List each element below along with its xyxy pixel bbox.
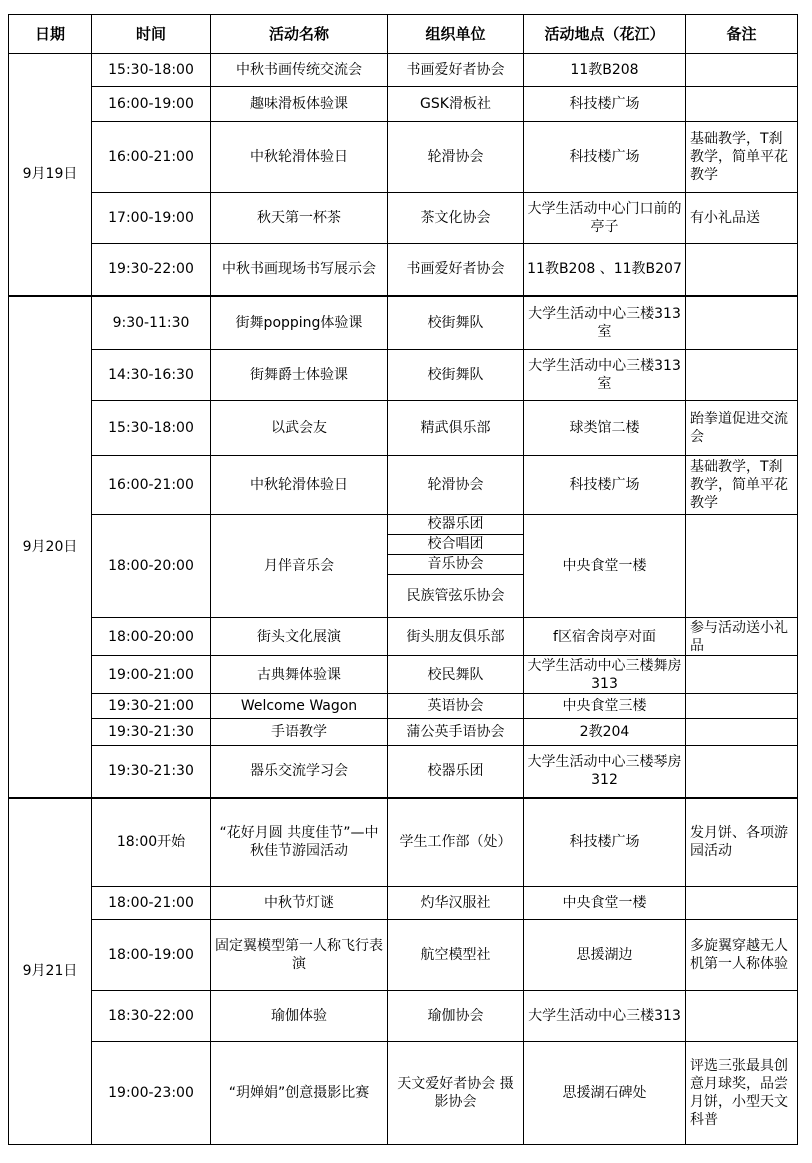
- time-cell: 16:00-21:00: [92, 122, 211, 193]
- remark-cell: [686, 694, 798, 719]
- location-cell: 大学生活动中心三楼琴房312: [524, 746, 686, 798]
- header-name: 活动名称: [211, 15, 388, 54]
- remark-cell: [686, 746, 798, 798]
- time-cell: 19:00-21:00: [92, 656, 211, 694]
- activity-name-cell: Welcome Wagon: [211, 694, 388, 719]
- table-row: [9, 991, 798, 1042]
- time-cell: 18:00-20:00: [92, 515, 211, 618]
- table-row: [9, 401, 798, 456]
- location-cell: 大学生活动中心三楼舞房313: [524, 656, 686, 694]
- remark-cell: [686, 296, 798, 350]
- activity-name-cell: 固定翼模型第一人称飞行表演: [211, 920, 388, 991]
- remark-cell: 基础教学，T刹教学，简单平花教学: [686, 122, 798, 193]
- table-row: [9, 887, 798, 920]
- time-cell: 19:30-21:30: [92, 719, 211, 746]
- organizer-cell: 校街舞队: [388, 350, 524, 401]
- organizer-cell: 校民舞队: [388, 656, 524, 694]
- location-cell: 大学生活动中心三楼313室: [524, 350, 686, 401]
- organizer-cell: 天文爱好者协会 摄影协会: [388, 1042, 524, 1145]
- organizer-item: 音乐协会: [388, 555, 523, 575]
- table-row: [9, 87, 798, 122]
- location-cell: 科技楼广场: [524, 798, 686, 887]
- location-cell: 球类馆二楼: [524, 401, 686, 456]
- time-cell: 14:30-16:30: [92, 350, 211, 401]
- header-org: 组织单位: [388, 15, 524, 54]
- remark-cell: [686, 656, 798, 694]
- organizer-item: 校器乐团: [388, 515, 523, 535]
- date-cell: 9月19日: [9, 54, 92, 296]
- activity-name-cell: 器乐交流学习会: [211, 746, 388, 798]
- organizer-cell: 灼华汉服社: [388, 887, 524, 920]
- table-row: [9, 798, 798, 887]
- time-cell: 15:30-18:00: [92, 401, 211, 456]
- date-cell: 9月20日: [9, 296, 92, 798]
- organizer-cell: 英语协会: [388, 694, 524, 719]
- organizer-cell: 校器乐团: [388, 746, 524, 798]
- remark-cell: 基础教学，T刹教学，简单平花教学: [686, 456, 798, 515]
- table-row: [9, 515, 798, 618]
- table-row: [9, 456, 798, 515]
- activity-name-cell: “玥婵娟”创意摄影比赛: [211, 1042, 388, 1145]
- activity-name-cell: 趣味滑板体验课: [211, 87, 388, 122]
- location-cell: 思援湖边: [524, 920, 686, 991]
- header-remark: 备注: [686, 15, 798, 54]
- organizer-cell: 轮滑协会: [388, 456, 524, 515]
- remark-cell: [686, 887, 798, 920]
- organizer-item: 民族管弦乐协会: [406, 588, 505, 604]
- activity-name-cell: 月伴音乐会: [211, 515, 388, 618]
- time-cell: 9:30-11:30: [92, 296, 211, 350]
- activity-name-cell: 中秋书画现场书写展示会: [211, 244, 388, 296]
- remark-cell: 参与活动送小礼品: [686, 618, 798, 656]
- time-cell: 19:30-22:00: [92, 244, 211, 296]
- schedule-sheet: [8, 14, 798, 1145]
- organizer-cell: 轮滑协会: [388, 122, 524, 193]
- organizer-cell: 学生工作部（处）: [388, 798, 524, 887]
- location-cell: 科技楼广场: [524, 456, 686, 515]
- time-cell: 19:00-23:00: [92, 1042, 211, 1145]
- organizer-cell: 瑜伽协会: [388, 991, 524, 1042]
- location-cell: 科技楼广场: [524, 87, 686, 122]
- location-cell: 11教B208 、11教B207: [524, 244, 686, 296]
- time-cell: 18:00-19:00: [92, 920, 211, 991]
- table-row: [9, 122, 798, 193]
- activity-name-cell: 秋天第一杯茶: [211, 193, 388, 244]
- table-row: [9, 1042, 798, 1145]
- activity-name-cell: 瑜伽体验: [211, 991, 388, 1042]
- time-cell: 18:00-20:00: [92, 618, 211, 656]
- organizer-cell: [388, 515, 524, 618]
- location-cell: 中央食堂一楼: [524, 887, 686, 920]
- activity-name-cell: 中秋节灯谜: [211, 887, 388, 920]
- remark-cell: [686, 87, 798, 122]
- location-cell: f区宿舍岗亭对面: [524, 618, 686, 656]
- table-row: [9, 54, 798, 87]
- time-cell: 18:00开始: [92, 798, 211, 887]
- table-row: [9, 746, 798, 798]
- organizer-cell: 茶文化协会: [388, 193, 524, 244]
- activity-name-cell: 中秋轮滑体验日: [211, 122, 388, 193]
- activity-name-cell: 街头文化展演: [211, 618, 388, 656]
- header-place: 活动地点（花江）: [524, 15, 686, 54]
- remark-cell: [686, 515, 798, 618]
- location-cell: 中央食堂一楼: [524, 515, 686, 618]
- schedule-table: [8, 14, 798, 1145]
- location-cell: 思援湖石碑处: [524, 1042, 686, 1145]
- organizer-cell: GSK滑板社: [388, 87, 524, 122]
- remark-cell: 发月饼、各项游园活动: [686, 798, 798, 887]
- organizer-cell: 蒲公英手语协会: [388, 719, 524, 746]
- time-cell: 15:30-18:00: [92, 54, 211, 87]
- remark-cell: 多旋翼穿越无人机第一人称体验: [686, 920, 798, 991]
- activity-name-cell: 手语教学: [211, 719, 388, 746]
- time-cell: 19:30-21:00: [92, 694, 211, 719]
- organizer-item: 校合唱团: [388, 535, 523, 555]
- remark-cell: [686, 54, 798, 87]
- location-cell: 中央食堂三楼: [524, 694, 686, 719]
- time-cell: 18:30-22:00: [92, 991, 211, 1042]
- location-cell: 大学生活动中心三楼313: [524, 991, 686, 1042]
- organizer-cell: 精武俱乐部: [388, 401, 524, 456]
- header-time: 时间: [92, 15, 211, 54]
- time-cell: 19:30-21:30: [92, 746, 211, 798]
- table-row: [9, 350, 798, 401]
- header-row: [9, 15, 798, 54]
- time-cell: 16:00-21:00: [92, 456, 211, 515]
- location-cell: 科技楼广场: [524, 122, 686, 193]
- remark-cell: [686, 244, 798, 296]
- organizer-cell: 航空模型社: [388, 920, 524, 991]
- organizer-cell: 书画爱好者协会: [388, 244, 524, 296]
- activity-name-cell: 以武会友: [211, 401, 388, 456]
- table-row: [9, 193, 798, 244]
- activity-name-cell: 街舞爵士体验课: [211, 350, 388, 401]
- activity-name-cell: “花好月圆 共度佳节”—中秋佳节游园活动: [211, 798, 388, 887]
- table-row: [9, 719, 798, 746]
- organizer-cell: 书画爱好者协会: [388, 54, 524, 87]
- activity-name-cell: 古典舞体验课: [211, 656, 388, 694]
- remark-cell: 跆拳道促进交流会: [686, 401, 798, 456]
- organizer-cell: 校街舞队: [388, 296, 524, 350]
- activity-name-cell: 中秋书画传统交流会: [211, 54, 388, 87]
- location-cell: 大学生活动中心门口前的亭子: [524, 193, 686, 244]
- remark-cell: [686, 991, 798, 1042]
- remark-cell: 评选三张最具创意月球奖，品尝月饼，小型天文科普: [686, 1042, 798, 1145]
- activity-name-cell: 街舞popping体验课: [211, 296, 388, 350]
- time-cell: 17:00-19:00: [92, 193, 211, 244]
- organizer-cell: 街头朋友俱乐部: [388, 618, 524, 656]
- header-date: 日期: [9, 15, 92, 54]
- table-row: [9, 656, 798, 694]
- remark-cell: 有小礼品送: [686, 193, 798, 244]
- table-row: [9, 618, 798, 656]
- activity-name-cell: 中秋轮滑体验日: [211, 456, 388, 515]
- remark-cell: [686, 350, 798, 401]
- location-cell: 2教204: [524, 719, 686, 746]
- table-row: [9, 694, 798, 719]
- table-row: [9, 244, 798, 296]
- date-cell: 9月21日: [9, 798, 92, 1145]
- table-row: [9, 920, 798, 991]
- time-cell: 18:00-21:00: [92, 887, 211, 920]
- time-cell: 16:00-19:00: [92, 87, 211, 122]
- table-row: [9, 296, 798, 350]
- location-cell: 大学生活动中心三楼313室: [524, 296, 686, 350]
- location-cell: 11教B208: [524, 54, 686, 87]
- remark-cell: [686, 719, 798, 746]
